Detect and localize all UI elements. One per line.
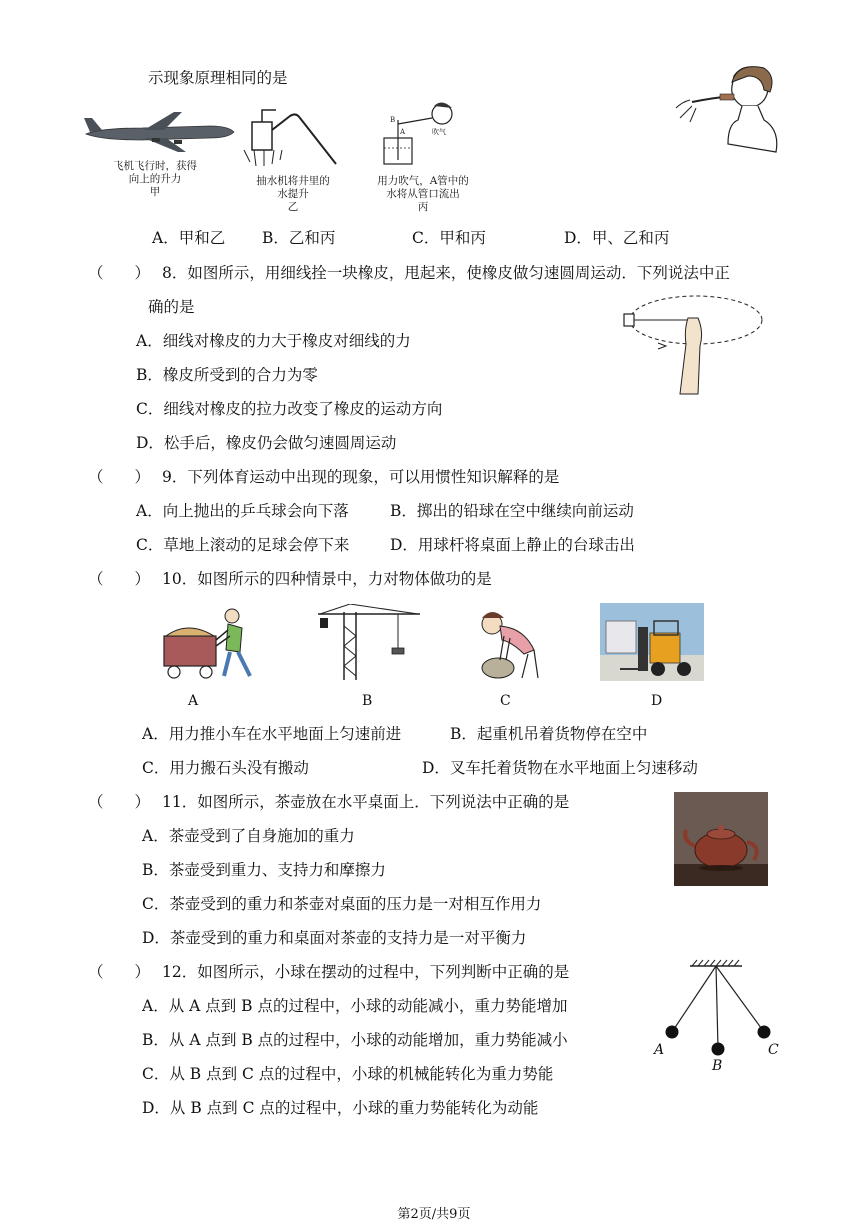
q10-figure-label-d: D	[651, 693, 663, 709]
q8-option-b[interactable]: B．橡皮所受到的合力为零	[136, 366, 318, 384]
forklift-figure	[600, 603, 704, 681]
caption-jia-line2: 向上的升力	[128, 173, 182, 185]
q12-option-c[interactable]: C．从 B 点到 C 点的过程中，小球的机械能转化为重力势能	[142, 1065, 554, 1083]
q11-option-b[interactable]: B．茶壶受到重力、支持力和摩擦力	[142, 861, 386, 879]
q10-answer-bracket[interactable]: （ ）	[88, 570, 151, 588]
svg-text:B: B	[390, 116, 396, 124]
airplane-figure	[82, 108, 236, 156]
q11-option-c[interactable]: C．茶壶受到的重力和茶壶对桌面的压力是一对相互作用力	[142, 895, 542, 913]
q9-stem: 9．下列体育运动中出现的现象，可以用惯性知识解释的是	[162, 468, 560, 486]
q10-option-c[interactable]: C．用力搬石头没有搬动	[142, 759, 309, 777]
q12-option-d[interactable]: D．从 B 点到 C 点的过程中，小球的重力势能转化为动能	[142, 1099, 539, 1117]
q10-option-b[interactable]: B．起重机吊着货物停在空中	[450, 725, 648, 743]
caption-yi-line2: 水提升	[277, 188, 309, 200]
caption-bing-line1: 用力吹气，A管中的	[377, 175, 469, 187]
q9-option-b[interactable]: B．掷出的铅球在空中继续向前运动	[390, 502, 634, 520]
pendulum-label-b: B	[712, 1058, 723, 1074]
pendulum-label-c: C	[768, 1042, 779, 1058]
caption-jia-line3: 甲	[149, 186, 161, 198]
q7-stem-tail: 示现象原理相同的是	[148, 69, 288, 87]
rubber-circle-figure	[618, 288, 768, 398]
q8-stem-line1: 8．如图所示，用细线拴一块橡皮，甩起来，使橡皮做匀速圆周运动．下列说法中正	[162, 264, 730, 282]
q10-option-a[interactable]: A．用力推小车在水平地面上匀速前进	[142, 725, 402, 743]
q11-option-d[interactable]: D．茶壶受到的重力和桌面对茶壶的支持力是一对平衡力	[142, 929, 527, 947]
svg-text:A: A	[400, 128, 406, 136]
q10-figure-label-c: C	[500, 693, 511, 709]
q11-answer-bracket[interactable]: （ ）	[88, 793, 151, 811]
q11-stem: 11．如图所示，茶壶放在水平桌面上．下列说法中正确的是	[162, 793, 570, 811]
page-footer: 第2页/共9页	[397, 1207, 471, 1222]
lift-stone-figure	[464, 606, 546, 682]
q12-answer-bracket[interactable]: （ ）	[88, 963, 151, 981]
q9-option-a[interactable]: A．向上抛出的乒乓球会向下落	[136, 502, 349, 520]
q7-option-a[interactable]: A．甲和乙	[152, 229, 226, 247]
q9-option-d[interactable]: D．用球杆将桌面上静止的台球击出	[390, 536, 635, 554]
caption-yi-line3: 乙	[287, 201, 299, 213]
teapot-figure	[674, 792, 768, 886]
q10-option-d[interactable]: D．叉车托着货物在水平地面上匀速移动	[422, 759, 698, 777]
q10-stem: 10．如图所示的四种情景中，力对物体做功的是	[162, 570, 492, 588]
q12-option-a[interactable]: A．从 A 点到 B 点的过程中，小球的动能减小，重力势能增加	[142, 997, 568, 1015]
pendulum-label-a: A	[654, 1042, 665, 1058]
q12-stem: 12．如图所示，小球在摆动的过程中，下列判断中正确的是	[162, 963, 570, 981]
person-blowing-figure	[672, 62, 788, 158]
q7-option-b[interactable]: B．乙和丙	[262, 229, 336, 247]
blowing-tube-figure	[376, 100, 470, 170]
q7-option-c[interactable]: C．甲和丙	[412, 229, 486, 247]
caption-jia-line1: 飞机飞行时，获得	[113, 160, 197, 172]
q7-option-d[interactable]: D．甲、乙和丙	[564, 229, 670, 247]
q9-answer-bracket[interactable]: （ ）	[88, 468, 151, 486]
caption-yi-line1: 抽水机将井里的	[256, 175, 330, 187]
q8-option-a[interactable]: A．细线对橡皮的力大于橡皮对细线的力	[136, 332, 411, 350]
q8-option-c[interactable]: C．细线对橡皮的拉力改变了橡皮的运动方向	[136, 400, 443, 418]
push-cart-figure	[158, 606, 262, 682]
pendulum-figure	[650, 956, 780, 1076]
q10-figure-label-a: A	[188, 693, 199, 709]
caption-bing-line2: 水将从管口流出	[386, 188, 460, 200]
blow-label: 吹气	[432, 128, 446, 136]
water-pump-figure	[240, 106, 340, 170]
q11-option-a[interactable]: A．茶壶受到了自身施加的重力	[142, 827, 355, 845]
q10-figure-label-b: B	[362, 693, 373, 709]
q12-option-b[interactable]: B．从 A 点到 B 点的过程中，小球的动能增加，重力势能减小	[142, 1031, 568, 1049]
q8-option-d[interactable]: D．松手后，橡皮仍会做匀速圆周运动	[136, 434, 397, 452]
q8-stem-line2: 确的是	[148, 298, 195, 316]
caption-bing-line3: 丙	[417, 201, 429, 213]
q9-option-c[interactable]: C．草地上滚动的足球会停下来	[136, 536, 350, 554]
q8-answer-bracket[interactable]: （ ）	[88, 264, 151, 282]
crane-figure	[318, 604, 422, 682]
